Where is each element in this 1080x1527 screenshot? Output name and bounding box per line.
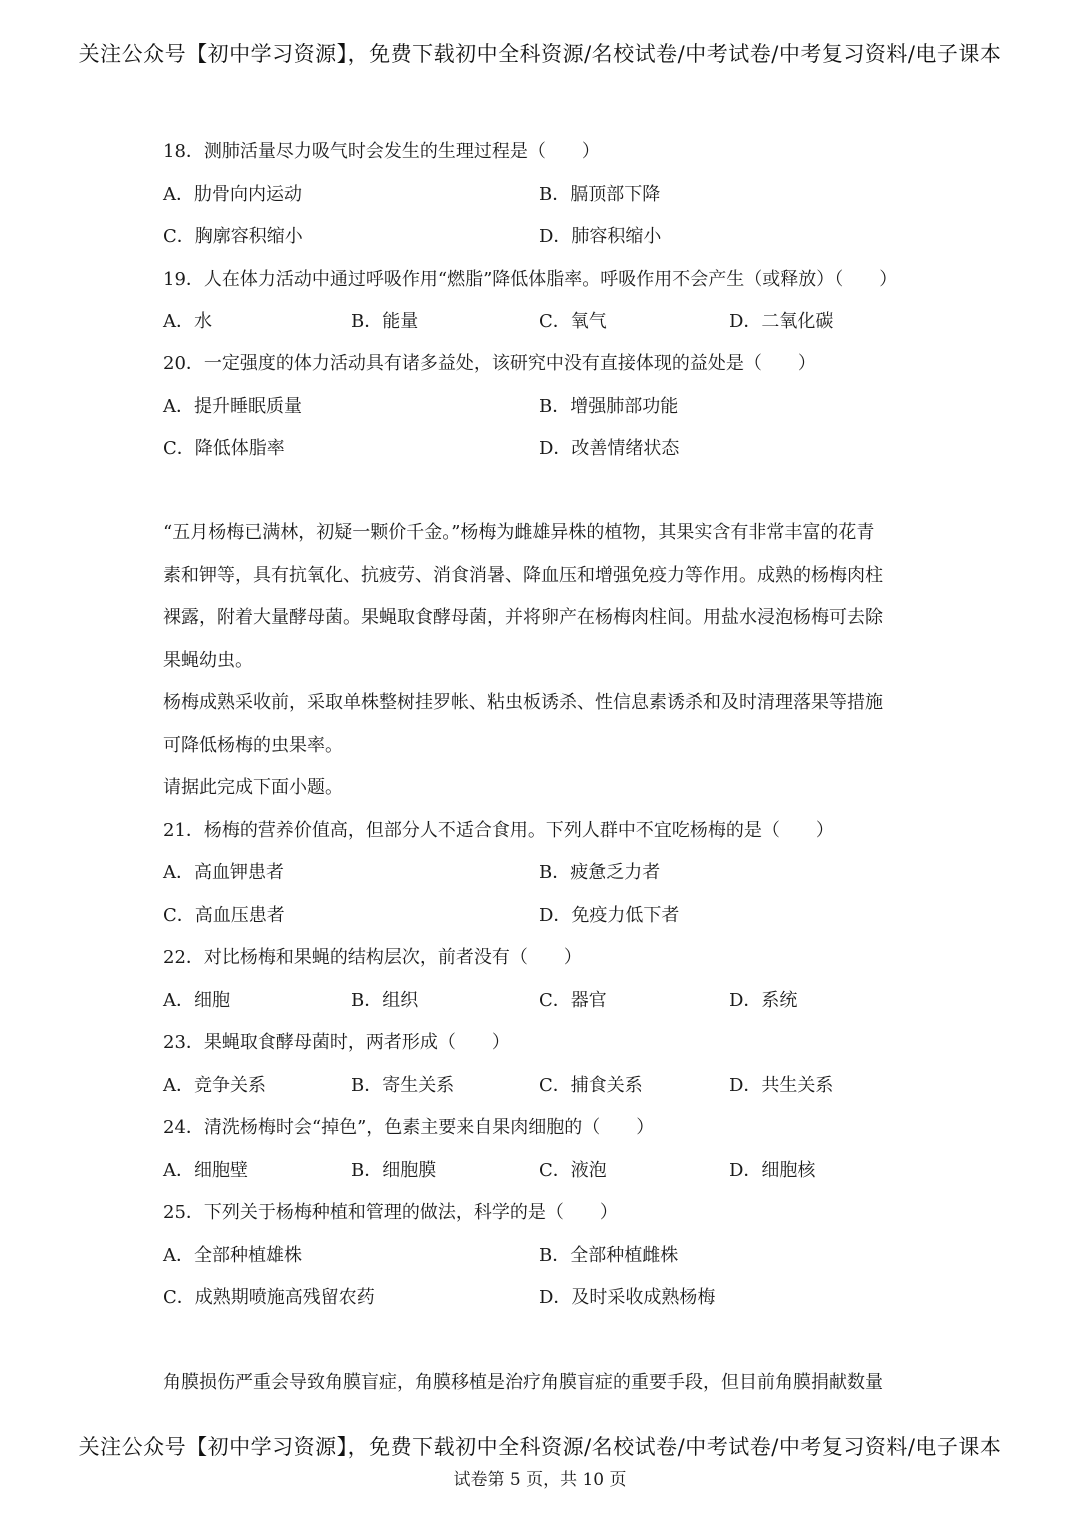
q23-option-d: D．共生关系: [729, 1075, 834, 1096]
passage-line-3: 裸露，附着大量酵母菌。果蝇取食酵母菌，并将卵产在杨梅肉柱间。用盐水浸泡杨梅可去除: [163, 607, 883, 628]
q20-option-d: D．改善情绪状态: [539, 438, 680, 459]
q25-option-c: C．成熟期喷施高残留农药: [163, 1287, 375, 1308]
question-21-stem: 21．杨梅的营养价值高，但部分人不适合食用。下列人群中不宜吃杨梅的是（ ）: [163, 820, 834, 841]
passage-line-7: 请据此完成下面小题。: [163, 777, 343, 798]
q19-option-b: B．能量: [351, 311, 419, 332]
q19-option-d: D．二氧化碳: [729, 311, 834, 332]
passage-line-5: 杨梅成熟采收前，采取单株整树挂罗帐、粘虫板诱杀、性信息素诱杀和及时清理落果等措施: [163, 692, 883, 713]
q24-option-a: A．细胞壁: [163, 1160, 248, 1181]
passage-line-6: 可降低杨梅的虫果率。: [163, 735, 343, 756]
passage-line-2: 素和钾等，具有抗氧化、抗疲劳、消食消暑、降血压和增强免疫力等作用。成熟的杨梅肉柱: [163, 565, 883, 586]
question-18-stem: 18．测肺活量尽力吸气时会发生的生理过程是（ ）: [163, 141, 600, 162]
q22-option-a: A．细胞: [163, 990, 230, 1011]
q23-option-a: A．竞争关系: [163, 1075, 266, 1096]
q21-option-d: D．免疫力低下者: [539, 905, 680, 926]
q23-option-b: B．寄生关系: [351, 1075, 455, 1096]
q25-option-b: B．全部种植雌株: [539, 1245, 679, 1266]
q22-option-d: D．系统: [729, 990, 798, 1011]
question-23-stem: 23．果蝇取食酵母菌时，两者形成（ ）: [163, 1032, 510, 1053]
q18-option-a: A．肋骨向内运动: [163, 184, 302, 205]
question-20-stem: 20．一定强度的体力活动具有诸多益处，该研究中没有直接体现的益处是（ ）: [163, 353, 816, 374]
q18-option-c: C．胸廓容积缩小: [163, 226, 303, 247]
q21-option-c: C．高血压患者: [163, 905, 285, 926]
passage-line-1: “五月杨梅已满林，初疑一颗价千金。”杨梅为雌雄异株的植物，其果实含有非常丰富的花青: [163, 522, 875, 543]
q21-option-a: A．高血钾患者: [163, 862, 284, 883]
q19-option-a: A．水: [163, 311, 212, 332]
q21-option-b: B．疲惫乏力者: [539, 862, 661, 883]
q20-option-b: B．增强肺部功能: [539, 396, 679, 417]
q22-option-c: C．器官: [539, 990, 607, 1011]
next-passage-line: 角膜损伤严重会导致角膜盲症，角膜移植是治疗角膜盲症的重要手段，但目前角膜捐献数量: [163, 1372, 883, 1393]
page-footer: 试卷第 5 页，共 10 页: [453, 1470, 627, 1490]
q25-option-d: D．及时采收成熟杨梅: [539, 1287, 716, 1308]
question-19-stem: 19．人在体力活动中通过呼吸作用“燃脂”降低体脂率。呼吸作用不会产生（或释放）（ ）: [163, 269, 898, 290]
question-24-stem: 24．清洗杨梅时会“掉色”，色素主要来自果肉细胞的（ ）: [163, 1117, 655, 1138]
question-22-stem: 22．对比杨梅和果蝇的结构层次，前者没有（ ）: [163, 947, 582, 968]
question-25-stem: 25．下列关于杨梅种植和管理的做法，科学的是（ ）: [163, 1202, 618, 1223]
q24-option-d: D．细胞核: [729, 1160, 816, 1181]
q18-option-b: B．膈顶部下降: [539, 184, 661, 205]
top-banner: 关注公众号【初中学习资源】，免费下载初中全科资源/名校试卷/中考试卷/中考复习资料/电子课本: [78, 42, 1002, 66]
q20-option-c: C．降低体脂率: [163, 438, 285, 459]
q25-option-a: A．全部种植雄株: [163, 1245, 302, 1266]
q24-option-b: B．细胞膜: [351, 1160, 437, 1181]
q18-option-d: D．肺容积缩小: [539, 226, 662, 247]
passage-line-4: 果蝇幼虫。: [163, 650, 253, 671]
q19-option-c: C．氧气: [539, 311, 607, 332]
q20-option-a: A．提升睡眠质量: [163, 396, 302, 417]
q22-option-b: B．组织: [351, 990, 419, 1011]
q24-option-c: C．液泡: [539, 1160, 607, 1181]
bottom-banner: 关注公众号【初中学习资源】，免费下载初中全科资源/名校试卷/中考试卷/中考复习资料/电子课本: [78, 1435, 1002, 1459]
q23-option-c: C．捕食关系: [539, 1075, 643, 1096]
